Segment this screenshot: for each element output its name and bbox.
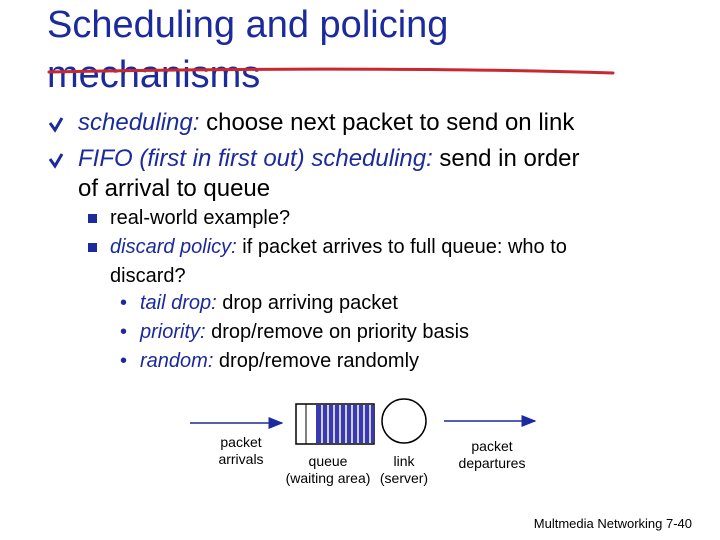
packet-departures-label [452,438,532,472]
sub-sub-bullet-text: drop/remove on priority basis [205,321,470,343]
server-circle [382,399,426,443]
bullet-italic: scheduling: [78,109,200,136]
link-label [372,453,436,487]
sub-sub-bullet-text: drop arriving packet [216,292,398,314]
bullet-text: choose next packet to send on link [199,109,575,136]
dot-bullet-icon: • [120,321,128,343]
queue-packets [316,405,374,443]
bullet-text: send in order [432,145,580,172]
queue-line1: queue [308,453,348,469]
slide-title: Scheduling and policing mechanisms [47,4,449,96]
queue-label [280,453,376,487]
dot-bullet-icon: • [120,292,128,314]
link-line2: (server) [379,470,429,486]
arrivals-line1: packet [220,434,262,450]
sub-sub-bullet-italic: tail drop: [140,292,217,314]
arrivals-line2: arrivals [218,451,264,467]
dot-bullet-icon: • [120,350,128,372]
sub-bullet-text: if packet arrives to full queue: who to [236,236,567,258]
link-line1: link [393,453,415,469]
sub-bullet-italic: discard policy: [110,236,237,258]
sub-sub-bullet-italic: random: [140,350,214,372]
departures-line2: departures [458,455,526,471]
departures-line1: packet [471,438,513,454]
packet-arrivals-label [210,434,272,468]
bullet-continuation: of arrival to queue [78,175,271,202]
bullet-italic: FIFO (first in first out) scheduling: [78,145,433,172]
sub-bullet-text: real-world example? [110,207,291,229]
sub-sub-bullet-text: drop/remove randomly [213,350,420,372]
sub-sub-bullet-italic: priority: [140,321,206,343]
queue-line2: (waiting area) [285,470,371,486]
slide-footer: Multmedia Networking 7-40 [533,516,692,531]
sub-bullet-continuation: discard? [110,265,186,287]
